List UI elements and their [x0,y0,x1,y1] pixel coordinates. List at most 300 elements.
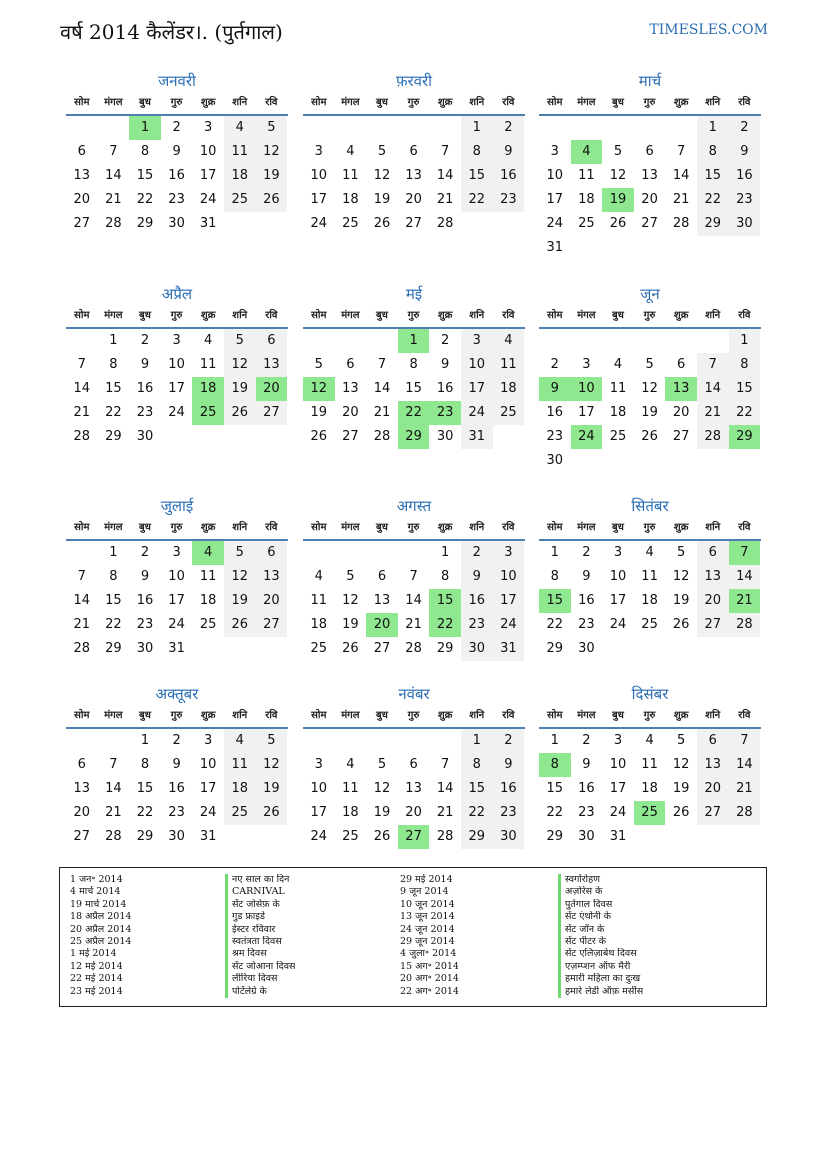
day-cell: 14 [729,565,761,589]
weekday-label: मंगल [577,710,596,721]
weekday-label: शनि [705,310,721,321]
week-row [66,801,288,825]
weekday-label: बुध [139,97,151,108]
day-cell: 31 [493,637,525,661]
week-row [66,212,288,236]
month-name: मई [405,285,423,303]
day-cell: 9 [441,357,450,372]
day-cell: 1 [129,116,161,140]
day-cell: 15 [136,168,154,183]
day-cell: 16 [493,164,525,188]
empty-cell [665,329,697,353]
day-cell: 29 [546,641,564,656]
day-cell: 28 [405,641,422,656]
day-cell: 8 [109,357,118,372]
week-row [539,164,761,188]
day-cell: 11 [224,753,256,777]
day-cell: 9 [582,757,591,772]
day-cell: 3 [314,144,323,159]
empty-cell [493,425,525,449]
day-cell: 17 [578,405,595,420]
empty-cell [335,729,367,753]
day-cell: 29 [436,641,454,656]
day-cell: 8 [461,753,493,777]
weekday-label: सोम [74,310,90,321]
day-cell: 7 [697,353,729,377]
day-cell: 7 [109,757,118,772]
day-cell: 6 [346,357,355,372]
day-cell: 13 [73,781,91,796]
day-cell: 30 [493,825,525,849]
empty-cell [665,449,697,473]
week-row [539,212,761,236]
weekday-label: शुक्र [200,710,216,721]
weekday-label: शनि [232,310,248,321]
empty-cell [539,116,571,140]
day-cell: 22 [729,401,761,425]
day-cell: 21 [405,617,422,632]
week-row [303,589,525,613]
day-cell: 26 [641,429,658,444]
holiday-name: सेंट एलिज़ाबेथ दिवस [558,948,643,960]
day-cell: 30 [168,216,185,231]
day-cell: 5 [377,144,387,159]
day-cell: 24 [493,613,525,637]
day-cell: 9 [493,140,525,164]
day-cell: 1 [140,733,150,748]
weekday-label: रवि [502,710,515,721]
day-cell: 17 [168,381,185,396]
weekday-label: शनि [232,522,248,533]
week-row [66,188,288,212]
holiday-date: 22 मई 2014 [70,973,123,985]
empty-cell [634,825,666,849]
weekday-label: मंगल [104,310,123,321]
holiday-name: अज़ोरेस के [558,886,643,898]
day-cell: 15 [461,777,493,801]
holiday-date: 1 जन॰ 2014 [70,874,123,885]
month-block [303,495,525,661]
weekday-label: बुध [139,710,151,721]
week-row [539,449,761,473]
day-cell: 25 [641,617,658,632]
holiday-date: 23 मई 2014 [70,985,123,997]
day-cell: 10 [168,357,185,372]
day-cell: 23 [429,401,461,425]
day-cell: 13 [665,377,697,401]
day-cell: 19 [672,781,690,796]
day-cell: 30 [461,637,493,661]
weekday-header [66,517,288,541]
day-cell: 5 [256,116,288,140]
weekday-label: शनि [232,97,248,108]
day-cell: 18 [342,192,359,207]
day-cell: 14 [436,781,454,796]
day-cell: 26 [256,801,288,825]
day-cell: 27 [697,613,729,637]
day-cell: 12 [342,593,359,608]
empty-cell [697,449,729,473]
weekday-label: सोम [311,97,327,108]
weekday-label: मंगल [104,710,123,721]
day-cell: 18 [342,805,359,820]
day-cell: 11 [199,569,217,584]
day-cell: 13 [256,353,288,377]
day-cell: 27 [73,216,91,231]
day-cell: 3 [172,333,181,348]
day-cell: 2 [461,541,493,565]
day-cell: 20 [697,777,729,801]
day-cell: 21 [73,405,91,420]
day-cell: 6 [409,144,418,159]
empty-cell [224,212,256,236]
weekday-label: सोम [311,310,327,321]
day-cell: 10 [493,565,525,589]
day-cell: 28 [73,429,91,444]
weekday-label: शुक्र [673,522,689,533]
day-cell: 4 [645,733,654,748]
day-cell: 30 [136,641,154,656]
day-cell: 17 [546,192,564,207]
day-cell: 21 [436,192,454,207]
day-cell: 13 [342,381,359,396]
day-cell: 28 [105,216,122,231]
week-row [66,116,288,140]
weekday-header [66,92,288,116]
day-cell: 14 [729,753,761,777]
weekday-header [303,517,525,541]
day-cell: 5 [346,569,355,584]
week-row [539,729,761,753]
weekday-header [303,92,525,116]
day-cell: 22 [461,188,493,212]
day-cell: 16 [729,164,761,188]
empty-cell [571,329,603,353]
site-link[interactable]: TIMESLES.COM [649,22,768,38]
weekday-label: सोम [74,97,90,108]
page-title: वर्ष 2014 कैलेंडर।. (पुर्तगाल) [60,20,283,44]
day-cell: 9 [172,757,181,772]
week-row [303,565,525,589]
week-row [303,801,525,825]
day-cell: 15 [729,377,761,401]
week-row [303,140,525,164]
empty-cell [602,116,634,140]
week-row [303,377,525,401]
weekday-label: गुरु [170,310,183,321]
weekday-label: शनि [469,310,485,321]
day-cell: 16 [136,593,154,608]
weekday-label: बुध [139,522,151,533]
day-cell: 1 [697,116,729,140]
weekday-label: बुध [612,97,624,108]
empty-cell [634,449,666,473]
holiday-name: सेंट जोआना दिवस [225,961,295,973]
month-name: फ़रवरी [395,72,433,90]
day-cell: 6 [697,541,729,565]
day-cell: 4 [571,140,603,164]
week-row [303,188,525,212]
week-row [539,353,761,377]
week-row [66,425,288,449]
week-row [66,589,288,613]
empty-cell [665,236,697,260]
holiday-date: 4 मार्च 2014 [70,886,121,898]
empty-cell [665,825,697,849]
day-cell: 7 [109,144,118,159]
day-cell: 30 [578,829,595,844]
day-cell: 31 [461,425,493,449]
empty-cell [461,212,493,236]
week-row [303,637,525,661]
holiday-date: 19 मार्च 2014 [70,898,127,910]
weekday-label: शनि [469,522,485,533]
holiday-date: 13 जून 2014 [400,911,455,923]
week-row [539,377,761,401]
day-cell: 3 [461,329,493,353]
day-cell: 17 [310,805,328,820]
day-cell: 3 [613,545,623,560]
day-cell: 17 [609,593,627,608]
weekday-label: रवि [502,310,515,321]
day-cell: 13 [697,753,729,777]
week-row [303,613,525,637]
day-cell: 29 [729,425,761,449]
weekday-label: शुक्र [200,97,216,108]
day-cell: 13 [373,593,391,608]
legend-dates-1 [70,874,131,998]
day-cell: 27 [641,216,658,231]
day-cell: 26 [256,188,288,212]
holiday-name: स्वतंत्रता दिवस [225,936,295,948]
holiday-name: पोर्टेलेग्रे के [225,986,295,998]
day-cell: 5 [224,329,256,353]
day-cell: 3 [613,733,623,748]
day-cell: 31 [199,216,217,231]
week-row [303,541,525,565]
day-cell: 2 [140,333,150,348]
day-cell: 3 [550,144,559,159]
day-cell: 17 [168,593,185,608]
weekday-label: मंगल [341,97,360,108]
empty-cell [602,329,634,353]
day-cell: 22 [105,617,122,632]
day-cell: 31 [546,240,564,255]
day-cell: 27 [256,613,288,637]
day-cell: 6 [377,569,387,584]
day-cell: 25 [224,188,256,212]
day-cell: 24 [461,401,493,425]
day-cell: 18 [641,593,658,608]
day-cell: 25 [578,216,595,231]
day-cell: 22 [461,801,493,825]
weekday-label: गुरु [643,710,656,721]
day-cell: 21 [729,589,761,613]
day-cell: 17 [493,589,525,613]
empty-cell [634,329,666,353]
day-cell: 1 [109,545,118,560]
weekday-label: बुध [376,310,388,321]
weekday-label: शनि [232,710,248,721]
holiday-name: श्रम दिवस [225,948,295,960]
empty-cell [634,236,666,260]
empty-cell [697,329,729,353]
day-cell: 6 [697,729,729,753]
week-row [539,541,761,565]
day-cell: 28 [729,613,761,637]
day-cell: 5 [677,545,686,560]
empty-cell [303,329,335,353]
empty-cell [729,449,761,473]
weekday-label: गुरु [407,710,420,721]
empty-cell [192,637,224,661]
day-cell: 15 [105,381,122,396]
day-cell: 14 [405,593,422,608]
day-cell: 19 [224,589,256,613]
weekday-label: शनि [705,97,721,108]
weekday-label: बुध [376,522,388,533]
day-cell: 9 [140,357,150,372]
day-cell: 29 [398,425,430,449]
day-cell: 20 [73,805,91,820]
day-cell: 5 [677,733,686,748]
weekday-label: सोम [74,522,90,533]
day-cell: 29 [136,829,154,844]
empty-cell [98,116,130,140]
day-cell: 21 [672,192,690,207]
holiday-date: 1 मई 2014 [70,948,117,960]
day-cell: 2 [582,545,591,560]
weekday-label: गुरु [170,522,183,533]
day-cell: 31 [168,641,185,656]
week-row [66,613,288,637]
weekday-label: शुक्र [437,97,453,108]
day-cell: 11 [641,757,658,772]
day-cell: 9 [582,569,591,584]
day-cell: 25 [609,429,627,444]
weekday-label: गुरु [407,310,420,321]
day-cell: 5 [645,357,654,372]
day-cell: 9 [729,140,761,164]
empty-cell [539,329,571,353]
empty-cell [303,541,335,565]
day-cell: 17 [199,168,217,183]
holiday-date: 24 जून 2014 [400,923,455,935]
day-cell: 10 [461,353,493,377]
week-row [539,801,761,825]
day-cell: 11 [493,353,525,377]
day-cell: 2 [140,545,150,560]
week-row [539,637,761,661]
empty-cell [697,825,729,849]
day-cell: 7 [729,729,761,753]
week-row [66,140,288,164]
day-cell: 5 [224,541,256,565]
day-cell: 26 [224,613,256,637]
day-cell: 25 [310,641,328,656]
week-row [539,425,761,449]
weekday-label: बुध [139,310,151,321]
day-cell: 20 [366,613,398,637]
day-cell: 16 [578,593,595,608]
weekday-label: शुक्र [673,310,689,321]
weekday-label: रवि [265,310,278,321]
empty-cell [256,637,288,661]
day-cell: 24 [609,805,627,820]
empty-cell [66,541,98,565]
day-cell: 26 [310,429,328,444]
empty-cell [665,637,697,661]
weekday-label: रवि [265,522,278,533]
day-cell: 31 [199,829,217,844]
holiday-name: पुर्तगाल दिवस [558,899,643,911]
holiday-date: 22 अग॰ 2014 [400,985,459,997]
day-cell: 11 [199,357,217,372]
day-cell: 20 [672,405,690,420]
day-cell: 14 [373,381,391,396]
day-cell: 25 [634,801,666,825]
day-cell: 24 [168,617,185,632]
day-cell: 24 [571,425,603,449]
legend-names-2 [558,874,643,998]
day-cell: 8 [140,757,150,772]
day-cell: 22 [136,192,154,207]
weekday-label: रवि [265,97,278,108]
month-block [539,495,761,661]
day-cell: 26 [373,216,391,231]
weekday-label: गुरु [643,97,656,108]
month-block [66,495,288,661]
day-cell: 18 [224,777,256,801]
day-cell: 12 [373,168,391,183]
day-cell: 11 [310,593,328,608]
empty-cell [729,236,761,260]
month-name: नवंबर [398,685,430,703]
month-block [66,70,288,236]
weekday-label: रवि [738,310,751,321]
empty-cell [335,541,367,565]
day-cell: 19 [373,192,391,207]
day-cell: 27 [697,801,729,825]
day-cell: 28 [672,216,690,231]
day-cell: 26 [224,401,256,425]
day-cell: 19 [256,777,288,801]
day-cell: 30 [436,429,454,444]
weekday-header [303,705,525,729]
day-cell: 4 [645,545,654,560]
day-cell: 25 [493,401,525,425]
week-row [539,565,761,589]
holiday-name: सेंट जोसेफ़ के [225,899,295,911]
day-cell: 27 [256,401,288,425]
empty-cell [571,449,603,473]
day-cell: 23 [578,805,595,820]
empty-cell [256,825,288,849]
day-cell: 25 [192,401,224,425]
day-cell: 18 [199,593,217,608]
day-cell: 28 [373,429,391,444]
month-block [303,283,525,449]
day-cell: 19 [672,593,690,608]
weekday-label: सोम [547,97,563,108]
empty-cell [66,116,98,140]
day-cell: 15 [105,593,122,608]
weekday-label: शुक्र [673,710,689,721]
day-cell: 15 [697,164,729,188]
weekday-label: गुरु [407,97,420,108]
day-cell: 2 [172,120,181,135]
day-cell: 13 [73,168,91,183]
